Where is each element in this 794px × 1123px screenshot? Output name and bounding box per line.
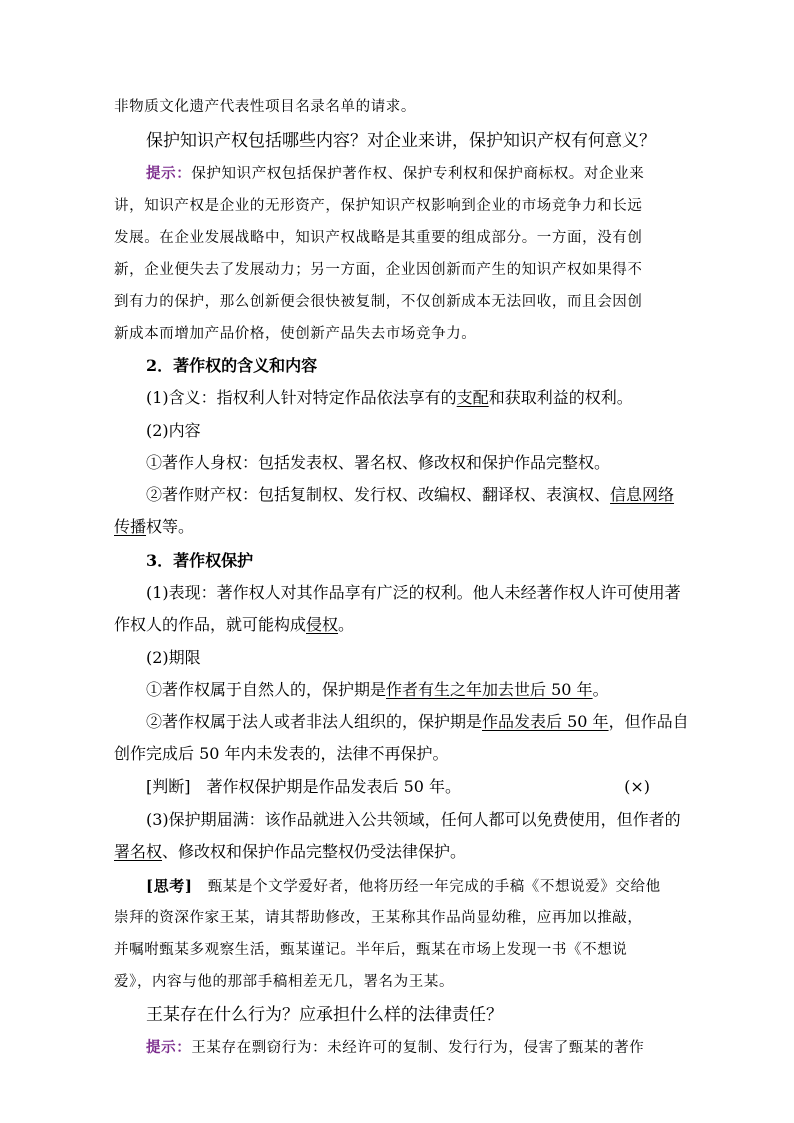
text: 非物质文化遗产代表性项目名录名单的请求。: [114, 99, 416, 115]
text: 王某存在剽窃行为：未经许可的复制、发行行为，侵害了甄某的著作: [191, 1040, 645, 1056]
question-line: [146, 1004, 682, 1026]
hint-line: [146, 1037, 682, 1059]
text-line: [146, 452, 682, 474]
hint-label: 提示：: [146, 1039, 192, 1056]
judge-text: [判断] 著作权保护期是作品发表后 50 年。: [146, 777, 462, 796]
text-line: [146, 679, 682, 701]
text-line: [146, 582, 682, 604]
text-line: [114, 971, 682, 993]
question-line: [146, 130, 682, 152]
text: 、修改权和保护作品完整权仍受法律保护。: [162, 842, 467, 861]
text-line: [114, 907, 682, 929]
think-label: [思考]: [146, 877, 193, 895]
text: 发展。在企业发展战略中，知识产权战略是其重要的组成部分。一方面，没有创: [114, 230, 643, 246]
text: 崇拜的资深作家王某，请其帮助修改，王某称其作品尚显幼稚，应再加以推敲，: [114, 910, 643, 926]
think-line: [146, 875, 682, 898]
heading-text: 3．著作权保护: [146, 551, 254, 570]
text-line: [114, 841, 682, 863]
underlined-term: 支配: [456, 388, 489, 407]
text: 新成本而增加产品价格，使创新产品失去市场竞争力。: [114, 326, 477, 342]
text-line: [114, 195, 682, 217]
underlined-term: 作者有生之年加去世后 50 年: [386, 680, 593, 699]
text-line: [146, 420, 682, 442]
text: 创作完成后 50 年内未发表的，法律不再保护。: [114, 744, 449, 763]
judge-line: [146, 776, 682, 798]
text: ②著作权属于法人或者非法人组织的，保护期是: [146, 712, 483, 731]
text: 。: [592, 680, 609, 699]
text: 和获取利益的权利。: [488, 388, 633, 407]
text-line: [146, 711, 689, 733]
text: (3)保护期届满：该作品就进入公共领域，任何人都可以免费使用，但作者的: [146, 810, 681, 829]
hint-line: [146, 163, 682, 185]
text-line: [146, 484, 682, 506]
text-line: [146, 647, 682, 669]
text-line: [114, 96, 682, 118]
underlined-term: 作品发表后 50 年: [482, 712, 609, 731]
section-heading: [146, 550, 682, 572]
text: 新，企业便失去了发展动力；另一方面，企业因创新而产生的知识产权如果得不: [114, 262, 643, 278]
text: ①著作权属于自然人的，保护期是: [146, 680, 387, 699]
text: 。: [338, 615, 355, 634]
heading-text: 2．著作权的含义和内容: [146, 356, 318, 375]
judge-answer-mark: (×): [624, 777, 650, 796]
question-text: 保护知识产权包括哪些内容？对企业来讲，保护知识产权有何意义？: [146, 131, 656, 151]
text: 爱》，内容与他的那部手稿相差无几，署名为王某。: [114, 974, 455, 990]
text: ②著作财产权：包括复制权、发行权、改编权、翻译权、表演权、: [146, 485, 611, 504]
text-line: [114, 323, 682, 345]
text: (2)内容: [146, 421, 201, 440]
section-heading: [146, 355, 682, 377]
underlined-term: 信息网络: [610, 485, 675, 504]
text: 作权人的作品，就可能构成: [114, 615, 307, 634]
text-line: [146, 809, 682, 831]
text-line: [114, 227, 682, 249]
text: ①著作人身权：包括发表权、署名权、修改权和保护作品完整权。: [146, 453, 611, 472]
text-line: [114, 939, 682, 961]
text-line: [114, 614, 682, 636]
text: 保护知识产权包括保护著作权、保护专利权和保护商标权。对企业来: [191, 166, 645, 182]
text-line: [114, 516, 682, 538]
text: 权等。: [146, 517, 195, 536]
text: 到有力的保护，那么创新便会很快被复制，不仅创新成本无法回收，而且会因创: [114, 294, 643, 310]
underlined-term: 传播: [114, 517, 147, 536]
text: 甄某是个文学爱好者，他将历经一年完成的手稿《不想说爱》交给他: [192, 879, 661, 895]
text: (1)表现：著作权人对其作品享有广泛的权利。他人未经著作权人许可使用著: [146, 583, 681, 602]
text-line: [114, 743, 682, 765]
underlined-term: 侵权: [306, 615, 339, 634]
text: (1)含义：指权利人针对特定作品依法享有的: [146, 388, 457, 407]
text: ，但作品自: [608, 712, 689, 731]
hint-label: 提示：: [146, 165, 192, 182]
text: 并嘱咐甄某多观察生活，甄某谨记。半年后，甄某在市场上发现一书《不想说: [114, 942, 628, 958]
text: (2)期限: [146, 648, 201, 667]
text: 讲，知识产权是企业的无形资产，保护知识产权影响到企业的市场竞争力和长远: [114, 198, 643, 214]
text-line: [114, 259, 682, 281]
underlined-term: 署名权: [114, 842, 163, 861]
text-line: [114, 291, 682, 313]
question-text: 王某存在什么行为？应承担什么样的法律责任？: [146, 1005, 503, 1025]
text-line: [146, 387, 682, 409]
